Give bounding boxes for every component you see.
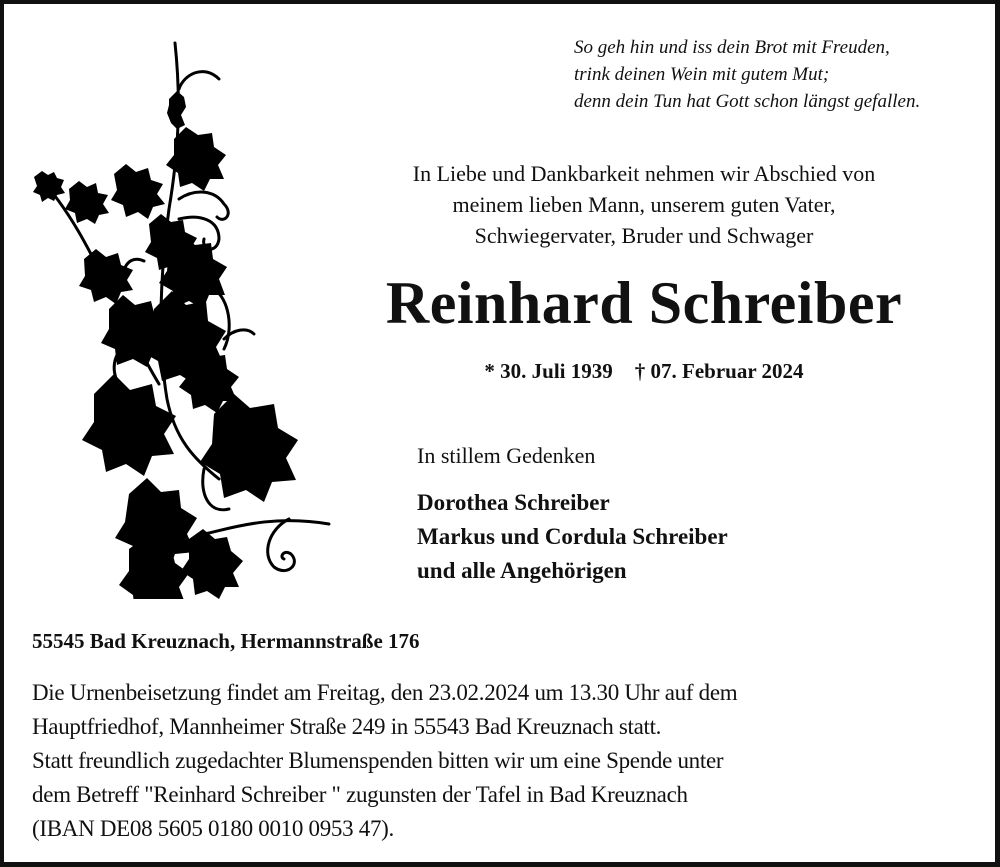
details-line: Die Urnenbeisetzung findet am Freitag, den 23.02.2024 um 13.30 Uhr auf dem bbox=[32, 680, 738, 705]
intro-line: meinem lieben Mann, unserem guten Vater, bbox=[452, 192, 836, 217]
details-line: (IBAN DE08 5605 0180 0010 0953 47). bbox=[32, 816, 394, 841]
details-line: Hauptfriedhof, Mannheimer Straße 249 in 55543 Bad Kreuznach statt. bbox=[32, 714, 662, 739]
details-line: Statt freundlich zugedachter Blumenspenden bitten wir um eine Spende unter bbox=[32, 748, 724, 773]
mourner-name: Markus und Cordula Schreiber bbox=[417, 524, 728, 549]
poem-line: trink deinen Wein mit gutem Mut; bbox=[574, 64, 830, 85]
intro-text bbox=[334, 158, 954, 251]
mourners-label: In stillem Gedenken bbox=[417, 443, 596, 468]
details-line: dem Betreff "Reinhard Schreiber " zugunsten der Tafel in Bad Kreuznach bbox=[32, 782, 688, 807]
grapevine-icon bbox=[29, 39, 339, 599]
death-date: † 07. Februar 2024 bbox=[634, 359, 804, 383]
mourner-name: Dorothea Schreiber bbox=[417, 490, 610, 515]
deceased-name: Reinhard Schreiber bbox=[385, 270, 903, 336]
poem-line: denn dein Tun hat Gott schon längst gefallen. bbox=[574, 91, 921, 112]
poem-quote bbox=[574, 34, 984, 115]
mourners-list bbox=[417, 486, 728, 588]
funeral-details bbox=[32, 676, 982, 846]
intro-line: Schwiegervater, Bruder und Schwager bbox=[474, 223, 814, 248]
intro-line: In Liebe und Dankbarkeit nehmen wir Abschied von bbox=[412, 161, 876, 186]
life-dates bbox=[334, 356, 954, 386]
mourner-name: und alle Angehörigen bbox=[417, 558, 627, 583]
family-address: 55545 Bad Kreuznach, Hermannstraße 176 bbox=[32, 629, 420, 653]
birth-date: * 30. Juli 1939 bbox=[484, 359, 613, 383]
poem-line: So geh hin und iss dein Brot mit Freuden, bbox=[574, 37, 890, 58]
